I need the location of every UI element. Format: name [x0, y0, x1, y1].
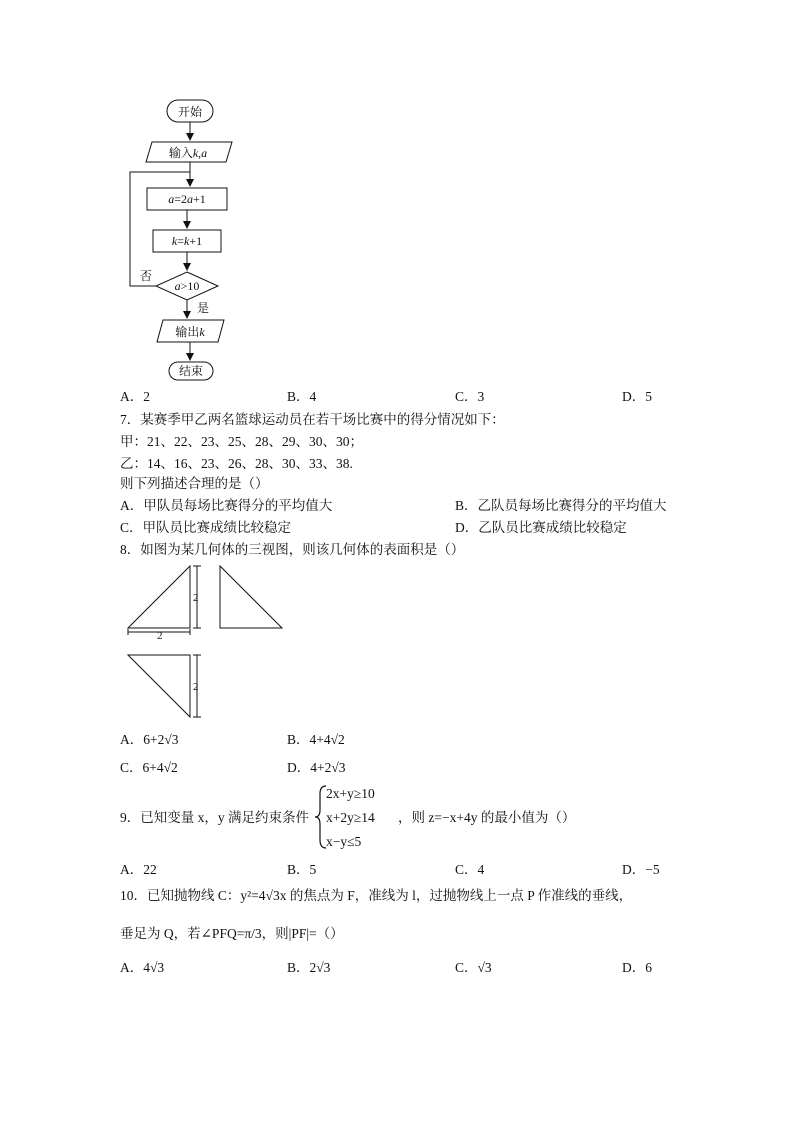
- q6-option-a: A．2: [120, 389, 150, 404]
- q7-stem: 7．某赛季甲乙两名篮球运动员在若干场比赛中的得分情况如下：: [120, 412, 505, 427]
- q7-jia-scores: 甲：21、22、23、25、28、29、30、30；: [120, 434, 363, 449]
- q7-ask: 则下列描述合理的是（）: [120, 476, 269, 491]
- three-view-figure: [0, 560, 794, 720]
- flow-step1-text: a=2a+1: [168, 192, 206, 206]
- flow-step2-text: k=k+1: [171, 234, 203, 248]
- q10-option-c: C．√3: [455, 960, 492, 975]
- q8-option-d: D．4+2√3: [287, 760, 346, 775]
- q10-option-d: D．6: [622, 960, 652, 975]
- flowchart: [0, 0, 794, 390]
- q10-line1: 10．已知抛物线 C：y²=4√3x 的焦点为 F，准线为 l，过抛物线上一点 P 作准线的垂线，: [120, 888, 633, 903]
- flow-yes-label: 是: [197, 301, 210, 315]
- q9-option-a: A．22: [120, 862, 157, 877]
- q6-option-b: B．4: [287, 389, 317, 404]
- q7-option-d: D．乙队员比赛成绩比较稳定: [455, 520, 627, 535]
- side-view-triangle: [220, 566, 282, 628]
- q7-yi-scores: 乙：14、16、23、26、28、30、33、38.: [120, 456, 353, 471]
- q9-constraint-1: 2x+y≥10: [326, 786, 375, 801]
- q9-option-c: C．4: [455, 862, 485, 877]
- q10-option-a: A．4√3: [120, 960, 165, 975]
- q8-option-b: B．4+4√2: [287, 732, 345, 747]
- q7-option-a: A．甲队员每场比赛得分的平均值大: [120, 498, 333, 513]
- q9-constraint-2: x+2y≥14: [326, 810, 375, 825]
- flow-output-text: 输出k: [175, 325, 205, 339]
- flow-no-label: 否: [140, 269, 153, 283]
- q7-option-c: C．甲队员比赛成绩比较稳定: [120, 520, 292, 535]
- q6-option-c: C．3: [455, 389, 485, 404]
- flow-condition-text: a>10: [174, 279, 200, 293]
- top-height-label: 2: [193, 681, 199, 693]
- front-height-label: 2: [193, 592, 199, 604]
- q9-option-d: D．−5: [622, 862, 660, 877]
- q8-option-a: A．6+2√3: [120, 732, 179, 747]
- flow-end-text: 结束: [178, 364, 204, 378]
- q6-option-d: D．5: [622, 389, 652, 404]
- front-view-triangle: [128, 566, 190, 628]
- q8-option-c: C．6+4√2: [120, 760, 178, 775]
- q10-option-b: B．2√3: [287, 960, 331, 975]
- q9-option-b: B．5: [287, 862, 317, 877]
- q10-line2: 垂足为 Q，若∠PFQ=π/3，则|PF|=（）: [120, 926, 344, 941]
- front-width-label: 2: [157, 630, 163, 642]
- q9-constraint-3: x−y≤5: [326, 834, 362, 849]
- q9-prefix: 9．已知变量 x，y 满足约束条件: [120, 810, 309, 825]
- flow-input-text: 输入k,a: [168, 146, 208, 160]
- flow-start-text: 开始: [177, 105, 203, 119]
- q8-stem: 8．如图为某几何体的三视图，则该几何体的表面积是（）: [120, 542, 465, 557]
- top-view-triangle: [128, 655, 190, 717]
- q9-suffix: ，则 z=−x+4y 的最小值为（）: [398, 810, 576, 825]
- q7-option-b: B．乙队员每场比赛得分的平均值大: [455, 498, 667, 513]
